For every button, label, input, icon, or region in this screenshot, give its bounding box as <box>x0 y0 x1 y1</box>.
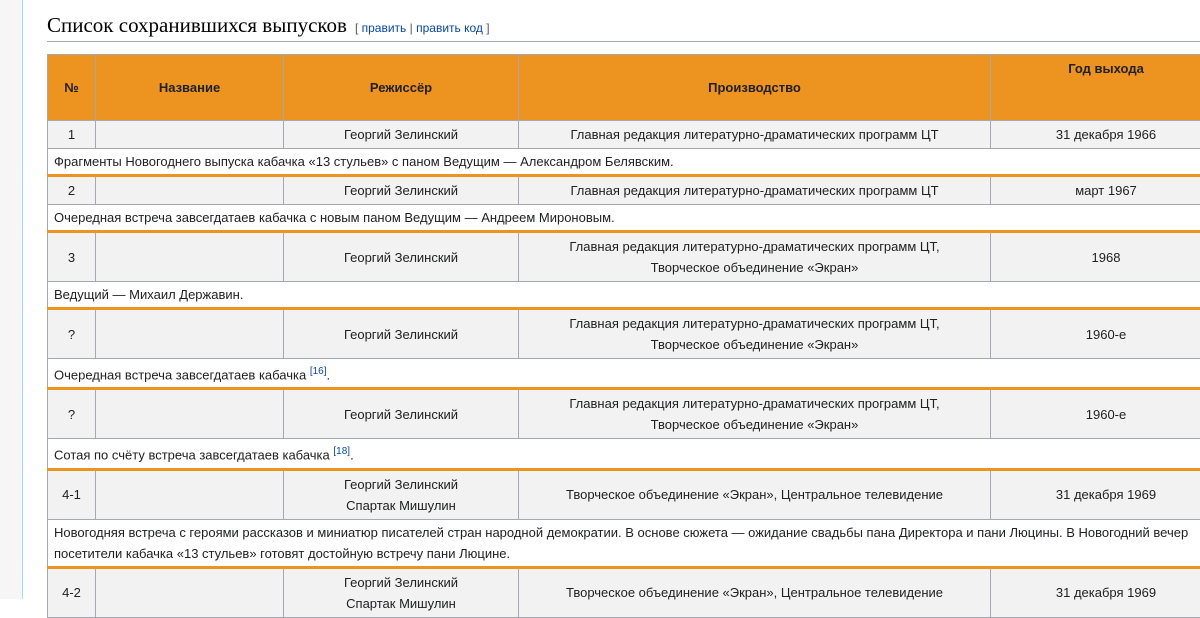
director: Спартак Мишулин <box>346 596 456 611</box>
year-cell: 31 декабря 1969 <box>991 469 1200 519</box>
director-cell <box>284 232 519 282</box>
director: Спартак Мишулин <box>346 498 456 513</box>
edit-code-link[interactable]: править код <box>416 21 483 35</box>
production-cell: Главная редакция литературно-драматических программ ЦТ <box>519 121 991 149</box>
director: Георгий Зелинский <box>344 250 458 265</box>
description-row <box>48 149 1200 176</box>
table-row <box>48 232 1200 282</box>
production-cell: Творческое объединение «Экран», Центральное телевидение <box>519 469 991 519</box>
director: Георгий Зелинский <box>344 477 458 492</box>
director-cell <box>284 176 519 205</box>
title-cell <box>96 309 284 359</box>
description-row <box>48 282 1200 309</box>
separator: | <box>410 21 413 35</box>
director-cell <box>284 469 519 519</box>
year-cell: 1960-е <box>991 389 1200 439</box>
section-heading <box>47 13 1200 42</box>
description-row <box>48 439 1200 469</box>
director: Георгий Зелинский <box>344 127 458 142</box>
description-text: Очередная встреча завсегдатаев кабачка <box>54 367 306 382</box>
description-text: Новогодняя встреча с героями рассказов и миниатюр писателей стран народной демократии. В основе сюжета — ожидание свадьбы пана Директора и пани Люцины. В Новогодний вечер посетители кабачка «13 стульев» готовят достойную встречу пани Люцине. <box>54 525 1188 561</box>
number-cell: 4-2 <box>48 567 96 617</box>
year-cell: 1960-е <box>991 309 1200 359</box>
number-cell: 3 <box>48 232 96 282</box>
description-text: Фрагменты Новогоднего выпуска кабачка «13 стульев» с паном Ведущим — Александром Белявским. <box>54 154 674 169</box>
director-cell <box>284 389 519 439</box>
description-cell: Сотая по счёту встреча завсегдатаев кабачка [18]. <box>48 439 1200 469</box>
production-cell: Главная редакция литературно-драматических программ ЦТ <box>519 176 991 205</box>
table-row <box>48 176 1200 205</box>
director: Георгий Зелинский <box>344 183 458 198</box>
description-text: Сотая по счёту встреча завсегдатаев кабачка <box>54 448 330 463</box>
table-row <box>48 121 1200 149</box>
director-cell <box>284 309 519 359</box>
col-director[interactable]: Режиссёр <box>284 55 519 121</box>
number-cell: ? <box>48 309 96 359</box>
director: Георгий Зелинский <box>344 407 458 422</box>
description-cell <box>48 205 1200 232</box>
number-cell: 4-1 <box>48 469 96 519</box>
number-cell: 2 <box>48 176 96 205</box>
table-row <box>48 469 1200 519</box>
description-cell <box>48 149 1200 176</box>
description-cell: Очередная встреча завсегдатаев кабачка [16]. <box>48 359 1200 389</box>
reference-link[interactable]: [16] <box>310 366 327 377</box>
content <box>47 0 1200 618</box>
year-cell: 31 декабря 1966 <box>991 121 1200 149</box>
number-cell: ? <box>48 389 96 439</box>
bracket: ] <box>486 21 489 35</box>
description-row <box>48 359 1200 389</box>
reference-link[interactable]: [18] <box>333 446 350 457</box>
title-cell <box>96 121 284 149</box>
description-text: Ведущий — Михаил Державин. <box>54 287 243 302</box>
description-cell <box>48 282 1200 309</box>
col-production[interactable]: Производство <box>519 55 991 121</box>
title-cell <box>96 176 284 205</box>
production-cell: Главная редакция литературно-драматических программ ЦТ, Творческое объединение «Экран» <box>519 309 991 359</box>
edit-link[interactable]: править <box>362 21 407 35</box>
director-cell <box>284 121 519 149</box>
description-text: Очередная встреча завсегдатаев кабачка с новым паном Ведущим — Андреем Мироновым. <box>54 210 615 225</box>
edit-links <box>355 21 490 35</box>
title-cell <box>96 567 284 617</box>
director: Георгий Зелинский <box>344 575 458 590</box>
table-row <box>48 309 1200 359</box>
director-cell <box>284 567 519 617</box>
production-cell: Главная редакция литературно-драматических программ ЦТ, Творческое объединение «Экран» <box>519 232 991 282</box>
heading-text: Список сохранившихся выпусков <box>47 13 347 37</box>
table-row <box>48 389 1200 439</box>
title-cell <box>96 469 284 519</box>
sidebar <box>0 0 23 599</box>
director: Георгий Зелинский <box>344 327 458 342</box>
production-cell: Главная редакция литературно-драматических программ ЦТ, Творческое объединение «Экран» <box>519 389 991 439</box>
col-title[interactable]: Название <box>96 55 284 121</box>
title-cell <box>96 389 284 439</box>
description-cell <box>48 519 1200 567</box>
year-cell: 1968 <box>991 232 1200 282</box>
year-cell: март 1967 <box>991 176 1200 205</box>
col-year[interactable]: Год выхода <box>991 55 1200 121</box>
description-row <box>48 205 1200 232</box>
number-cell: 1 <box>48 121 96 149</box>
description-row <box>48 519 1200 567</box>
bracket: [ <box>355 21 358 35</box>
title-cell <box>96 232 284 282</box>
col-number[interactable]: № <box>48 55 96 121</box>
production-cell: Творческое объединение «Экран», Центральное телевидение <box>519 567 991 617</box>
table-row <box>48 567 1200 617</box>
episodes-table <box>47 54 1200 618</box>
year-cell: 31 декабря 1969 <box>991 567 1200 617</box>
